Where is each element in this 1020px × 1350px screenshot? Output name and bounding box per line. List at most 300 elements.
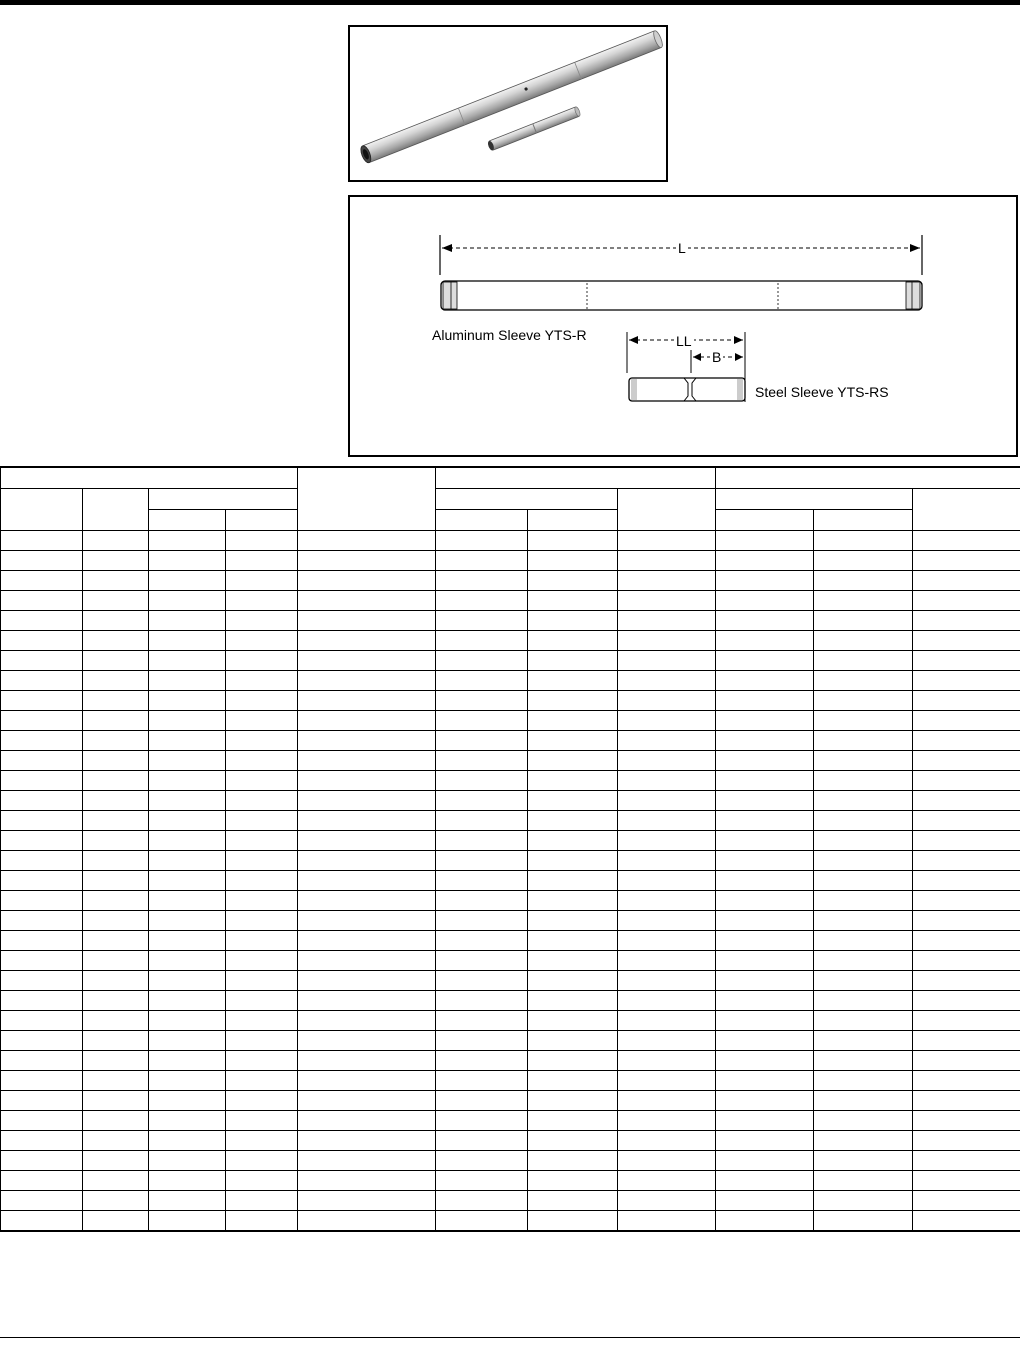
table-cell <box>528 1151 618 1171</box>
header-cell <box>716 467 1020 489</box>
table-cell <box>618 971 716 991</box>
table-cell <box>1 651 83 671</box>
table-cell <box>436 771 528 791</box>
table-cell <box>618 1011 716 1031</box>
header-cell <box>716 510 814 531</box>
table-cell <box>83 611 149 631</box>
table-cell <box>436 1211 528 1232</box>
header-cell <box>83 489 149 531</box>
table-cell <box>149 951 226 971</box>
table-cell <box>1 931 83 951</box>
table-cell <box>814 791 913 811</box>
length-b-label: B <box>712 349 722 365</box>
table-cell <box>83 811 149 831</box>
header-cell <box>716 489 913 510</box>
table-cell <box>298 951 436 971</box>
table-cell <box>618 1071 716 1091</box>
table-cell <box>436 591 528 611</box>
table-cell <box>814 651 913 671</box>
table-cell <box>226 1171 298 1191</box>
table-row <box>1 591 1020 611</box>
table-cell <box>528 931 618 951</box>
table-cell <box>814 1151 913 1171</box>
table-cell <box>226 1111 298 1131</box>
table-cell <box>814 1191 913 1211</box>
table-cell <box>83 1051 149 1071</box>
table-row <box>1 571 1020 591</box>
table-cell <box>814 531 913 551</box>
table-cell <box>716 771 814 791</box>
table-cell <box>528 951 618 971</box>
table-cell <box>149 1091 226 1111</box>
table-cell <box>149 911 226 931</box>
table-row <box>1 1151 1020 1171</box>
table-cell <box>1 671 83 691</box>
table-cell <box>83 831 149 851</box>
table-cell <box>814 1011 913 1031</box>
table-cell <box>83 1111 149 1131</box>
table-cell <box>83 1191 149 1211</box>
table-row <box>1 971 1020 991</box>
table-row <box>1 951 1020 971</box>
table-row <box>1 691 1020 711</box>
table-cell <box>149 551 226 571</box>
table-cell <box>226 1091 298 1111</box>
table-cell <box>618 651 716 671</box>
table-cell <box>618 751 716 771</box>
table-cell <box>618 1171 716 1191</box>
table-cell <box>618 611 716 631</box>
table-cell <box>149 831 226 851</box>
table-cell <box>814 691 913 711</box>
table-cell <box>226 1051 298 1071</box>
table-cell <box>83 731 149 751</box>
dimension-diagram <box>348 195 1018 457</box>
table-cell <box>226 931 298 951</box>
table-row <box>1 931 1020 951</box>
table-row <box>1 611 1020 631</box>
table-cell <box>436 1111 528 1131</box>
header-cell <box>226 510 298 531</box>
table-cell <box>83 631 149 651</box>
header-cell <box>618 489 716 531</box>
table-cell <box>226 571 298 591</box>
length-l-label: L <box>678 240 686 256</box>
table-cell <box>226 751 298 771</box>
table-cell <box>528 611 618 631</box>
table-cell <box>436 551 528 571</box>
table-cell <box>913 1031 1020 1051</box>
table-cell <box>716 1191 814 1211</box>
table-cell <box>814 911 913 931</box>
table-cell <box>913 1171 1020 1191</box>
table-header-row <box>1 510 1020 531</box>
table-cell <box>1 891 83 911</box>
header-cell <box>814 510 913 531</box>
table-row <box>1 711 1020 731</box>
header-cell <box>1 489 83 531</box>
table-cell <box>814 891 913 911</box>
table-row <box>1 651 1020 671</box>
table-cell <box>149 731 226 751</box>
table-cell <box>436 1031 528 1051</box>
table-row <box>1 891 1020 911</box>
table-cell <box>716 1211 814 1232</box>
table-row <box>1 1111 1020 1131</box>
table-cell <box>226 851 298 871</box>
table-cell <box>1 1071 83 1091</box>
table-row <box>1 851 1020 871</box>
table-cell <box>913 891 1020 911</box>
table-cell <box>618 591 716 611</box>
table-cell <box>528 791 618 811</box>
table-cell <box>1 1031 83 1051</box>
table-row <box>1 791 1020 811</box>
table-cell <box>149 611 226 631</box>
table-row <box>1 831 1020 851</box>
table-cell <box>528 1051 618 1071</box>
table-cell <box>149 891 226 911</box>
table-cell <box>618 671 716 691</box>
table-cell <box>618 811 716 831</box>
table-cell <box>528 531 618 551</box>
table-cell <box>528 831 618 851</box>
table-cell <box>226 911 298 931</box>
table-row <box>1 1171 1020 1191</box>
table-cell <box>1 551 83 571</box>
table-cell <box>913 831 1020 851</box>
table-cell <box>298 1111 436 1131</box>
table-cell <box>716 591 814 611</box>
table-cell <box>814 931 913 951</box>
table-cell <box>528 651 618 671</box>
table-cell <box>149 1051 226 1071</box>
table-cell <box>528 591 618 611</box>
table-cell <box>149 1071 226 1091</box>
table-cell <box>436 791 528 811</box>
table-cell <box>528 671 618 691</box>
table-cell <box>913 731 1020 751</box>
table-cell <box>83 951 149 971</box>
table-cell <box>913 951 1020 971</box>
header-cell <box>913 489 1020 531</box>
table-cell <box>528 571 618 591</box>
table-cell <box>913 611 1020 631</box>
table-cell <box>814 871 913 891</box>
table-cell <box>814 751 913 771</box>
table-cell <box>226 1011 298 1031</box>
table-cell <box>716 571 814 591</box>
table-cell <box>1 1211 83 1232</box>
table-cell <box>149 1031 226 1051</box>
table-cell <box>298 751 436 771</box>
table-cell <box>528 1211 618 1232</box>
table-cell <box>618 571 716 591</box>
table-cell <box>913 1211 1020 1232</box>
table-row <box>1 991 1020 1011</box>
table-cell <box>226 531 298 551</box>
table-cell <box>913 691 1020 711</box>
sleeve-photo-illustration <box>350 27 666 180</box>
table-cell <box>298 711 436 731</box>
table-cell <box>1 951 83 971</box>
table-cell <box>436 911 528 931</box>
table-cell <box>1 971 83 991</box>
table-cell <box>814 1091 913 1111</box>
table-cell <box>913 531 1020 551</box>
table-cell <box>149 711 226 731</box>
table-cell <box>716 1051 814 1071</box>
table-cell <box>814 631 913 651</box>
table-cell <box>618 631 716 651</box>
table-cell <box>83 751 149 771</box>
table-cell <box>814 611 913 631</box>
table-cell <box>149 651 226 671</box>
table-cell <box>1 1051 83 1071</box>
table-cell <box>226 1191 298 1211</box>
table-cell <box>1 711 83 731</box>
table-cell <box>814 671 913 691</box>
table-cell <box>226 831 298 851</box>
table-cell <box>1 1111 83 1131</box>
table-cell <box>83 1131 149 1151</box>
table-cell <box>618 711 716 731</box>
table-cell <box>436 651 528 671</box>
table-cell <box>1 631 83 651</box>
table-cell <box>618 951 716 971</box>
table-cell <box>149 1171 226 1191</box>
table-cell <box>83 1031 149 1051</box>
table-cell <box>716 791 814 811</box>
table-cell <box>618 1051 716 1071</box>
table-cell <box>83 791 149 811</box>
table-cell <box>618 1131 716 1151</box>
header-cell <box>436 467 716 489</box>
table-cell <box>528 871 618 891</box>
table-cell <box>618 551 716 571</box>
table-cell <box>814 991 913 1011</box>
table-cell <box>226 1071 298 1091</box>
table-cell <box>814 771 913 791</box>
table-row <box>1 1211 1020 1232</box>
table-cell <box>149 851 226 871</box>
table-cell <box>149 591 226 611</box>
table-cell <box>1 1011 83 1031</box>
table-cell <box>226 871 298 891</box>
table-cell <box>83 1091 149 1111</box>
table-header-row <box>1 489 1020 510</box>
table-cell <box>226 691 298 711</box>
table-cell <box>1 851 83 871</box>
top-rule <box>0 0 1020 5</box>
table-cell <box>226 1031 298 1051</box>
table-cell <box>913 791 1020 811</box>
table-cell <box>83 1211 149 1232</box>
table-cell <box>814 1131 913 1151</box>
table-cell <box>814 831 913 851</box>
table-cell <box>618 891 716 911</box>
table-cell <box>1 751 83 771</box>
table-cell <box>913 771 1020 791</box>
table-row <box>1 531 1020 551</box>
table-cell <box>528 891 618 911</box>
table-cell <box>618 731 716 751</box>
table-cell <box>149 671 226 691</box>
table-cell <box>913 711 1020 731</box>
table-cell <box>436 571 528 591</box>
table-cell <box>436 931 528 951</box>
table-cell <box>436 831 528 851</box>
table-cell <box>528 991 618 1011</box>
table-cell <box>298 1171 436 1191</box>
sleeve-drawing <box>350 197 1016 455</box>
table-cell <box>83 771 149 791</box>
table-cell <box>1 831 83 851</box>
table-cell <box>1 871 83 891</box>
table-cell <box>618 871 716 891</box>
table-cell <box>913 591 1020 611</box>
table-row <box>1 1091 1020 1111</box>
table-cell <box>83 591 149 611</box>
table-cell <box>814 1051 913 1071</box>
table-cell <box>149 1011 226 1031</box>
table-cell <box>618 1111 716 1131</box>
table-cell <box>298 871 436 891</box>
table-cell <box>618 1091 716 1111</box>
table-cell <box>298 1211 436 1232</box>
table-cell <box>436 871 528 891</box>
table-cell <box>149 971 226 991</box>
table-cell <box>226 631 298 651</box>
table-cell <box>1 691 83 711</box>
table-row <box>1 1131 1020 1151</box>
table-cell <box>226 811 298 831</box>
table-cell <box>913 1051 1020 1071</box>
table-cell <box>814 711 913 731</box>
table-cell <box>1 1091 83 1111</box>
table-cell <box>528 971 618 991</box>
table-cell <box>298 991 436 1011</box>
table-cell <box>1 1171 83 1191</box>
table-cell <box>528 1111 618 1131</box>
table-row <box>1 751 1020 771</box>
table-cell <box>528 1191 618 1211</box>
table-cell <box>528 691 618 711</box>
header-cell <box>298 467 436 531</box>
table-cell <box>716 1091 814 1111</box>
table-cell <box>298 771 436 791</box>
table-cell <box>298 671 436 691</box>
table-cell <box>298 551 436 571</box>
table-cell <box>814 591 913 611</box>
table-cell <box>528 911 618 931</box>
table-row <box>1 871 1020 891</box>
table-cell <box>298 611 436 631</box>
table-cell <box>298 1131 436 1151</box>
table-cell <box>618 1151 716 1171</box>
table-cell <box>1 1131 83 1151</box>
table-cell <box>913 1151 1020 1171</box>
table-cell <box>149 771 226 791</box>
table-cell <box>913 991 1020 1011</box>
table-cell <box>226 591 298 611</box>
product-photo <box>348 25 668 182</box>
table-cell <box>298 1071 436 1091</box>
table-cell <box>83 1071 149 1091</box>
table-cell <box>436 1171 528 1191</box>
table-cell <box>149 751 226 771</box>
table-row <box>1 1051 1020 1071</box>
table-cell <box>436 1151 528 1171</box>
table-cell <box>1 771 83 791</box>
table-cell <box>226 731 298 751</box>
table-row <box>1 1011 1020 1031</box>
table-cell <box>913 1091 1020 1111</box>
table-cell <box>716 611 814 631</box>
table-row <box>1 671 1020 691</box>
table-row <box>1 731 1020 751</box>
table-cell <box>716 951 814 971</box>
table-cell <box>716 851 814 871</box>
table-cell <box>913 851 1020 871</box>
table-cell <box>436 631 528 651</box>
table-cell <box>436 531 528 551</box>
table-cell <box>149 811 226 831</box>
table-cell <box>226 791 298 811</box>
header-cell <box>436 510 528 531</box>
table-cell <box>298 911 436 931</box>
table-cell <box>814 731 913 751</box>
table-cell <box>226 1211 298 1232</box>
table-cell <box>298 691 436 711</box>
table-cell <box>618 831 716 851</box>
table-cell <box>528 771 618 791</box>
length-ll-label: LL <box>676 333 692 349</box>
table-cell <box>83 971 149 991</box>
table-cell <box>149 531 226 551</box>
table-cell <box>528 1091 618 1111</box>
table-cell <box>716 1131 814 1151</box>
table-cell <box>226 1131 298 1151</box>
table-cell <box>149 1111 226 1131</box>
table-cell <box>149 1131 226 1151</box>
table-cell <box>1 811 83 831</box>
header-cell <box>436 489 618 510</box>
table-cell <box>814 1031 913 1051</box>
table-cell <box>226 971 298 991</box>
table-cell <box>1 571 83 591</box>
table-cell <box>298 811 436 831</box>
table-cell <box>436 891 528 911</box>
aluminum-sleeve-caption: Aluminum Sleeve YTS-R <box>432 327 587 343</box>
table-cell <box>716 631 814 651</box>
table-cell <box>436 1051 528 1071</box>
table-cell <box>913 651 1020 671</box>
table-cell <box>618 991 716 1011</box>
table-cell <box>149 791 226 811</box>
table-cell <box>226 771 298 791</box>
table-cell <box>913 671 1020 691</box>
table-cell <box>436 1131 528 1151</box>
table-cell <box>618 531 716 551</box>
table-cell <box>528 751 618 771</box>
table-cell <box>913 1071 1020 1091</box>
table-cell <box>618 931 716 951</box>
table-cell <box>716 1151 814 1171</box>
table-row <box>1 811 1020 831</box>
table-cell <box>716 711 814 731</box>
table-cell <box>83 711 149 731</box>
